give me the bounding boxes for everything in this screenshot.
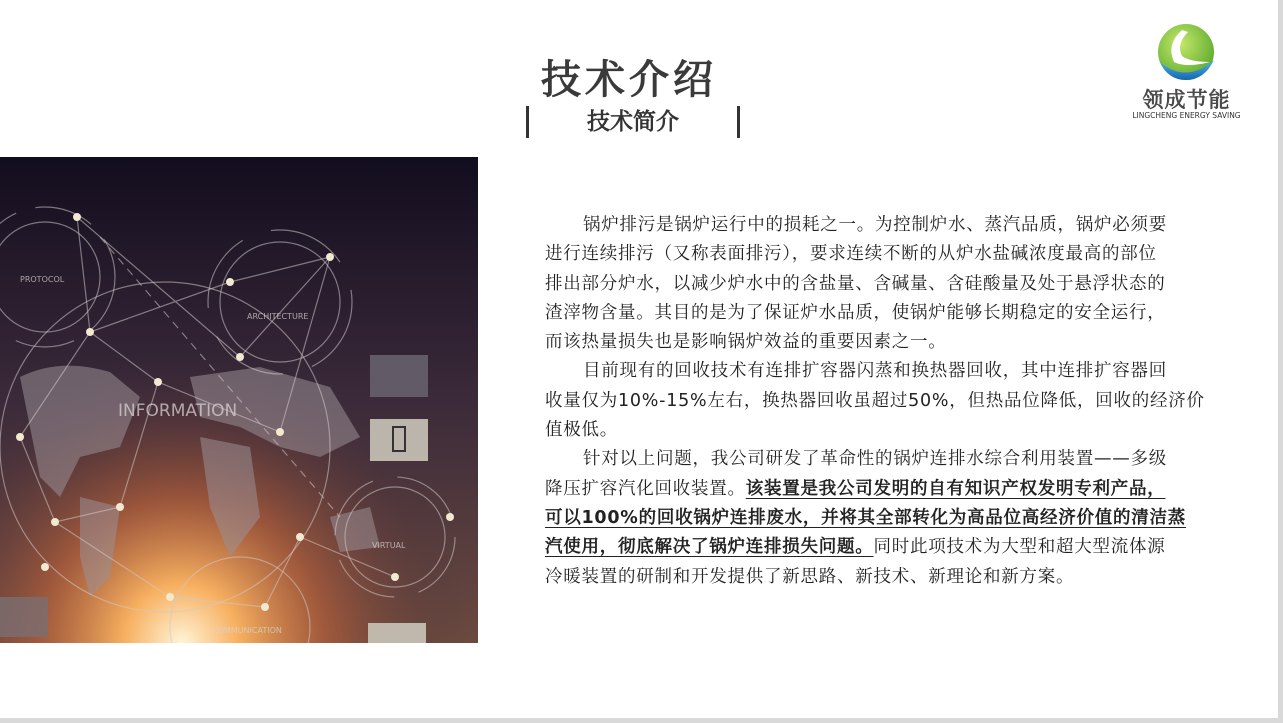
text-segment: 值极低。 [545, 420, 618, 441]
text-segment: 降压扩容汽化回收装置。 [545, 478, 746, 499]
paragraph-line [545, 563, 1205, 592]
company-logo [1124, 22, 1249, 122]
paragraph-line [545, 533, 1205, 562]
hero-label-virtual: VIRTUAL [372, 541, 406, 550]
text-segment: 收量仅为10%-15%左右，换热器回收虽超过50%，但热品位降低，回收的经济价 [545, 390, 1205, 411]
emphasis-text: 该装置是我公司发明的自有知识产权发明专利产品， [745, 478, 1166, 499]
paragraph-line [545, 357, 1205, 386]
hero-label-information: INFORMATION [118, 401, 238, 421]
paragraph-line [545, 387, 1205, 416]
paragraph-line [545, 475, 1205, 504]
page-title: 技术介绍 [541, 57, 717, 103]
hero-image [0, 157, 478, 643]
logo-name: 领成节能 [1142, 88, 1231, 112]
body-text [545, 211, 1205, 592]
text-segment: 锅炉排污是锅炉运行中的损耗之一。为控制炉水、蒸汽品质，锅炉必须要 [583, 215, 1167, 235]
paragraph-line [545, 299, 1205, 328]
text-segment: 进行连续排污（又称表面排污），要求连续不断的从炉水盐碱浓度最高的部位 [545, 244, 1157, 265]
emphasis-text: 汽使用，彻底解决了锅炉连排损失问题。 [545, 537, 874, 558]
paragraph-line [545, 211, 1205, 240]
logo-tagline: LINGCHENG ENERGY SAVING [1132, 111, 1241, 120]
emphasis-text: 可以100%的回收锅炉连排废水，并将其全部转化为高品位高经济价值的清洁蒸 [545, 507, 1187, 528]
text-segment: 目前现有的回收技术有连排扩容器闪蒸和换热器回收，其中连排扩容器回 [583, 361, 1167, 382]
text-segment: 针对以上问题，我公司研发了革命性的锅炉连排水综合利用装置——多级 [583, 449, 1167, 470]
hero-label-communication: COMMUNICATION [212, 626, 282, 635]
hero-label-architecture: ARCHITECTURE [247, 312, 309, 321]
text-segment: 而该热量损失也是影响锅炉效益的重要因素之一。 [545, 332, 947, 353]
text-segment: 冷暖装置的研制和开发提供了新思路、新技术、新理论和新方案。 [545, 566, 1075, 587]
slide-shadow [0, 718, 1283, 723]
paragraph-line [545, 270, 1205, 299]
paragraph-line [545, 416, 1205, 445]
paragraph-line [545, 504, 1205, 533]
text-segment: 排出部分炉水，以减少炉水中的含盐量、含碱量、含硅酸量及处于悬浮状态的 [545, 273, 1166, 294]
text-segment: 渣滓物含量。其目的是为了保证炉水品质，使锅炉能够长期稳定的安全运行， [545, 302, 1166, 323]
hero-label-protocol: PROTOCOL [20, 275, 65, 284]
paragraph-line [545, 445, 1205, 474]
paragraph-line [545, 328, 1205, 357]
paragraph-line [545, 240, 1205, 269]
slide-shadow [1278, 0, 1283, 723]
logo-globe-icon [1124, 22, 1249, 84]
page-subtitle: 技术简介 [526, 106, 740, 138]
text-segment: 同时此项技术为大型和超大型流体源 [873, 537, 1166, 558]
